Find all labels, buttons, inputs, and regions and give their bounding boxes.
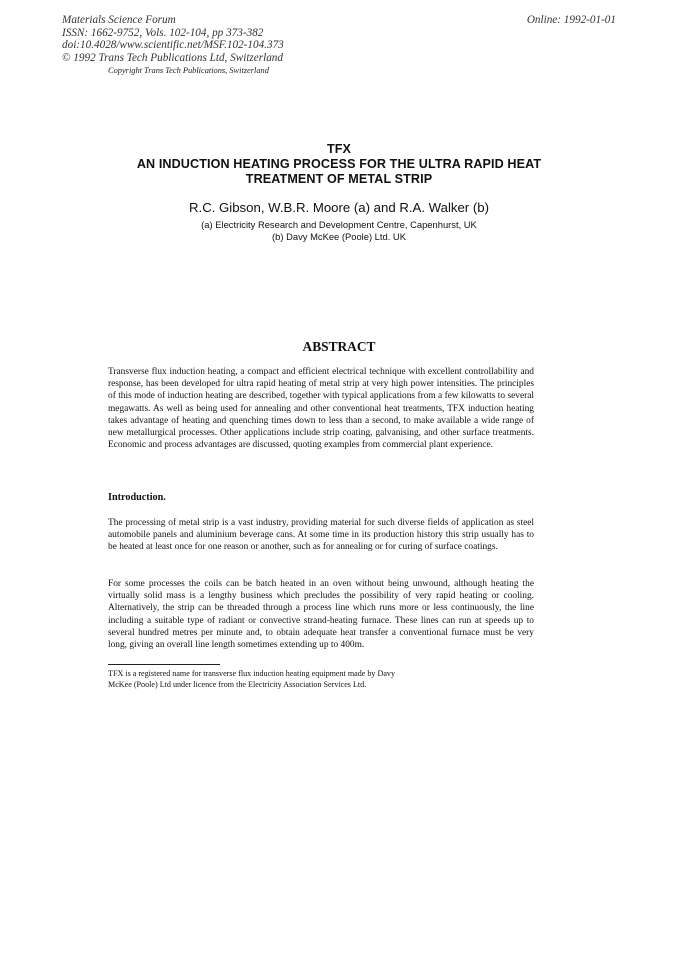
title-line-2: AN INDUCTION HEATING PROCESS FOR THE ULTRA RAPID HEAT bbox=[136, 157, 542, 171]
abstract-text: Transverse flux induction heating, a compact and efficient electrical technique with excellent controllability and response, has been developed for ultra rapid heating of metal strip at very high power intensities. The principles of this mode of induction heating are described, together with typical applications from a few kilowatts to several megawatts. As well as being used for annealing and other conventional heat treatments, TFX induction heating takes advantage of heating and quenching times down to less than a second, to make available a wide range of new metallurgical processes. Other applications include strip coating, galvanising, and other surface treatments. Economic and process advantages are discussed, quoting examples from commercial plant experience. bbox=[108, 367, 534, 451]
paper-title bbox=[0, 142, 678, 187]
issn-line: ISSN: 1662-9752, Vols. 102-104, pp 373-382 bbox=[62, 26, 264, 39]
author-list: R.C. Gibson, W.B.R. Moore (a) and R.A. Walker (b) bbox=[189, 200, 489, 215]
footnote-line-2: McKee (Poole) Ltd under licence from the Electricity Association Services Ltd. bbox=[108, 680, 367, 689]
affiliations bbox=[0, 219, 678, 243]
publication-metadata bbox=[62, 14, 284, 64]
abstract-heading: ABSTRACT bbox=[302, 339, 376, 354]
introduction-paragraph-1: The processing of metal strip is a vast industry, providing material for such diverse fields of application as steel automobile panels and aluminium beverage cans. At some time in its production history this strip usually has to be heated at least once for one reason or another, such as for annealing or for curing of surface coatings. bbox=[108, 518, 534, 553]
affiliation-a: (a) Electricity Research and Development Centre, Capenhurst, UK bbox=[201, 219, 477, 230]
footnote-line-1: TFX is a registered name for transverse flux induction heating equipment made by Davy bbox=[108, 669, 396, 678]
introduction-paragraph-2: For some processes the coils can be batch heated in an oven without being unwound, although heating the virtually solid mass is a lengthy business which precludes the possibility of very rapid heating or cooling. Alternatively, the strip can be threaded through a process line which runs more or less continuously, the line including a suitable type of radiant or convective strand-heating furnace. These lines can run at speeds up to several hundred metres per minute and, to obtain adequate heat transfer a conventional furnace must be very long, giving an overall line length sometimes extending up to 400m. bbox=[108, 579, 534, 651]
footnote-divider bbox=[108, 664, 220, 665]
footnote bbox=[108, 668, 508, 690]
introduction-heading: Introduction. bbox=[108, 492, 166, 503]
title-line-3: TREATMENT OF METAL STRIP bbox=[245, 172, 433, 186]
title-line-1: TFX bbox=[326, 142, 352, 156]
doi-line[interactable]: doi:10.4028/www.scientific.net/MSF.102-104.373 bbox=[62, 39, 284, 52]
affiliation-b: (b) Davy McKee (Poole) Ltd. UK bbox=[272, 231, 406, 242]
journal-name: Materials Science Forum bbox=[62, 14, 176, 26]
copyright-line: © 1992 Trans Tech Publications Ltd, Switzerland bbox=[62, 51, 283, 64]
online-date: Online: 1992-01-01 bbox=[526, 14, 616, 26]
copyright-notice: Copyright Trans Tech Publications, Switzerland bbox=[108, 66, 269, 75]
